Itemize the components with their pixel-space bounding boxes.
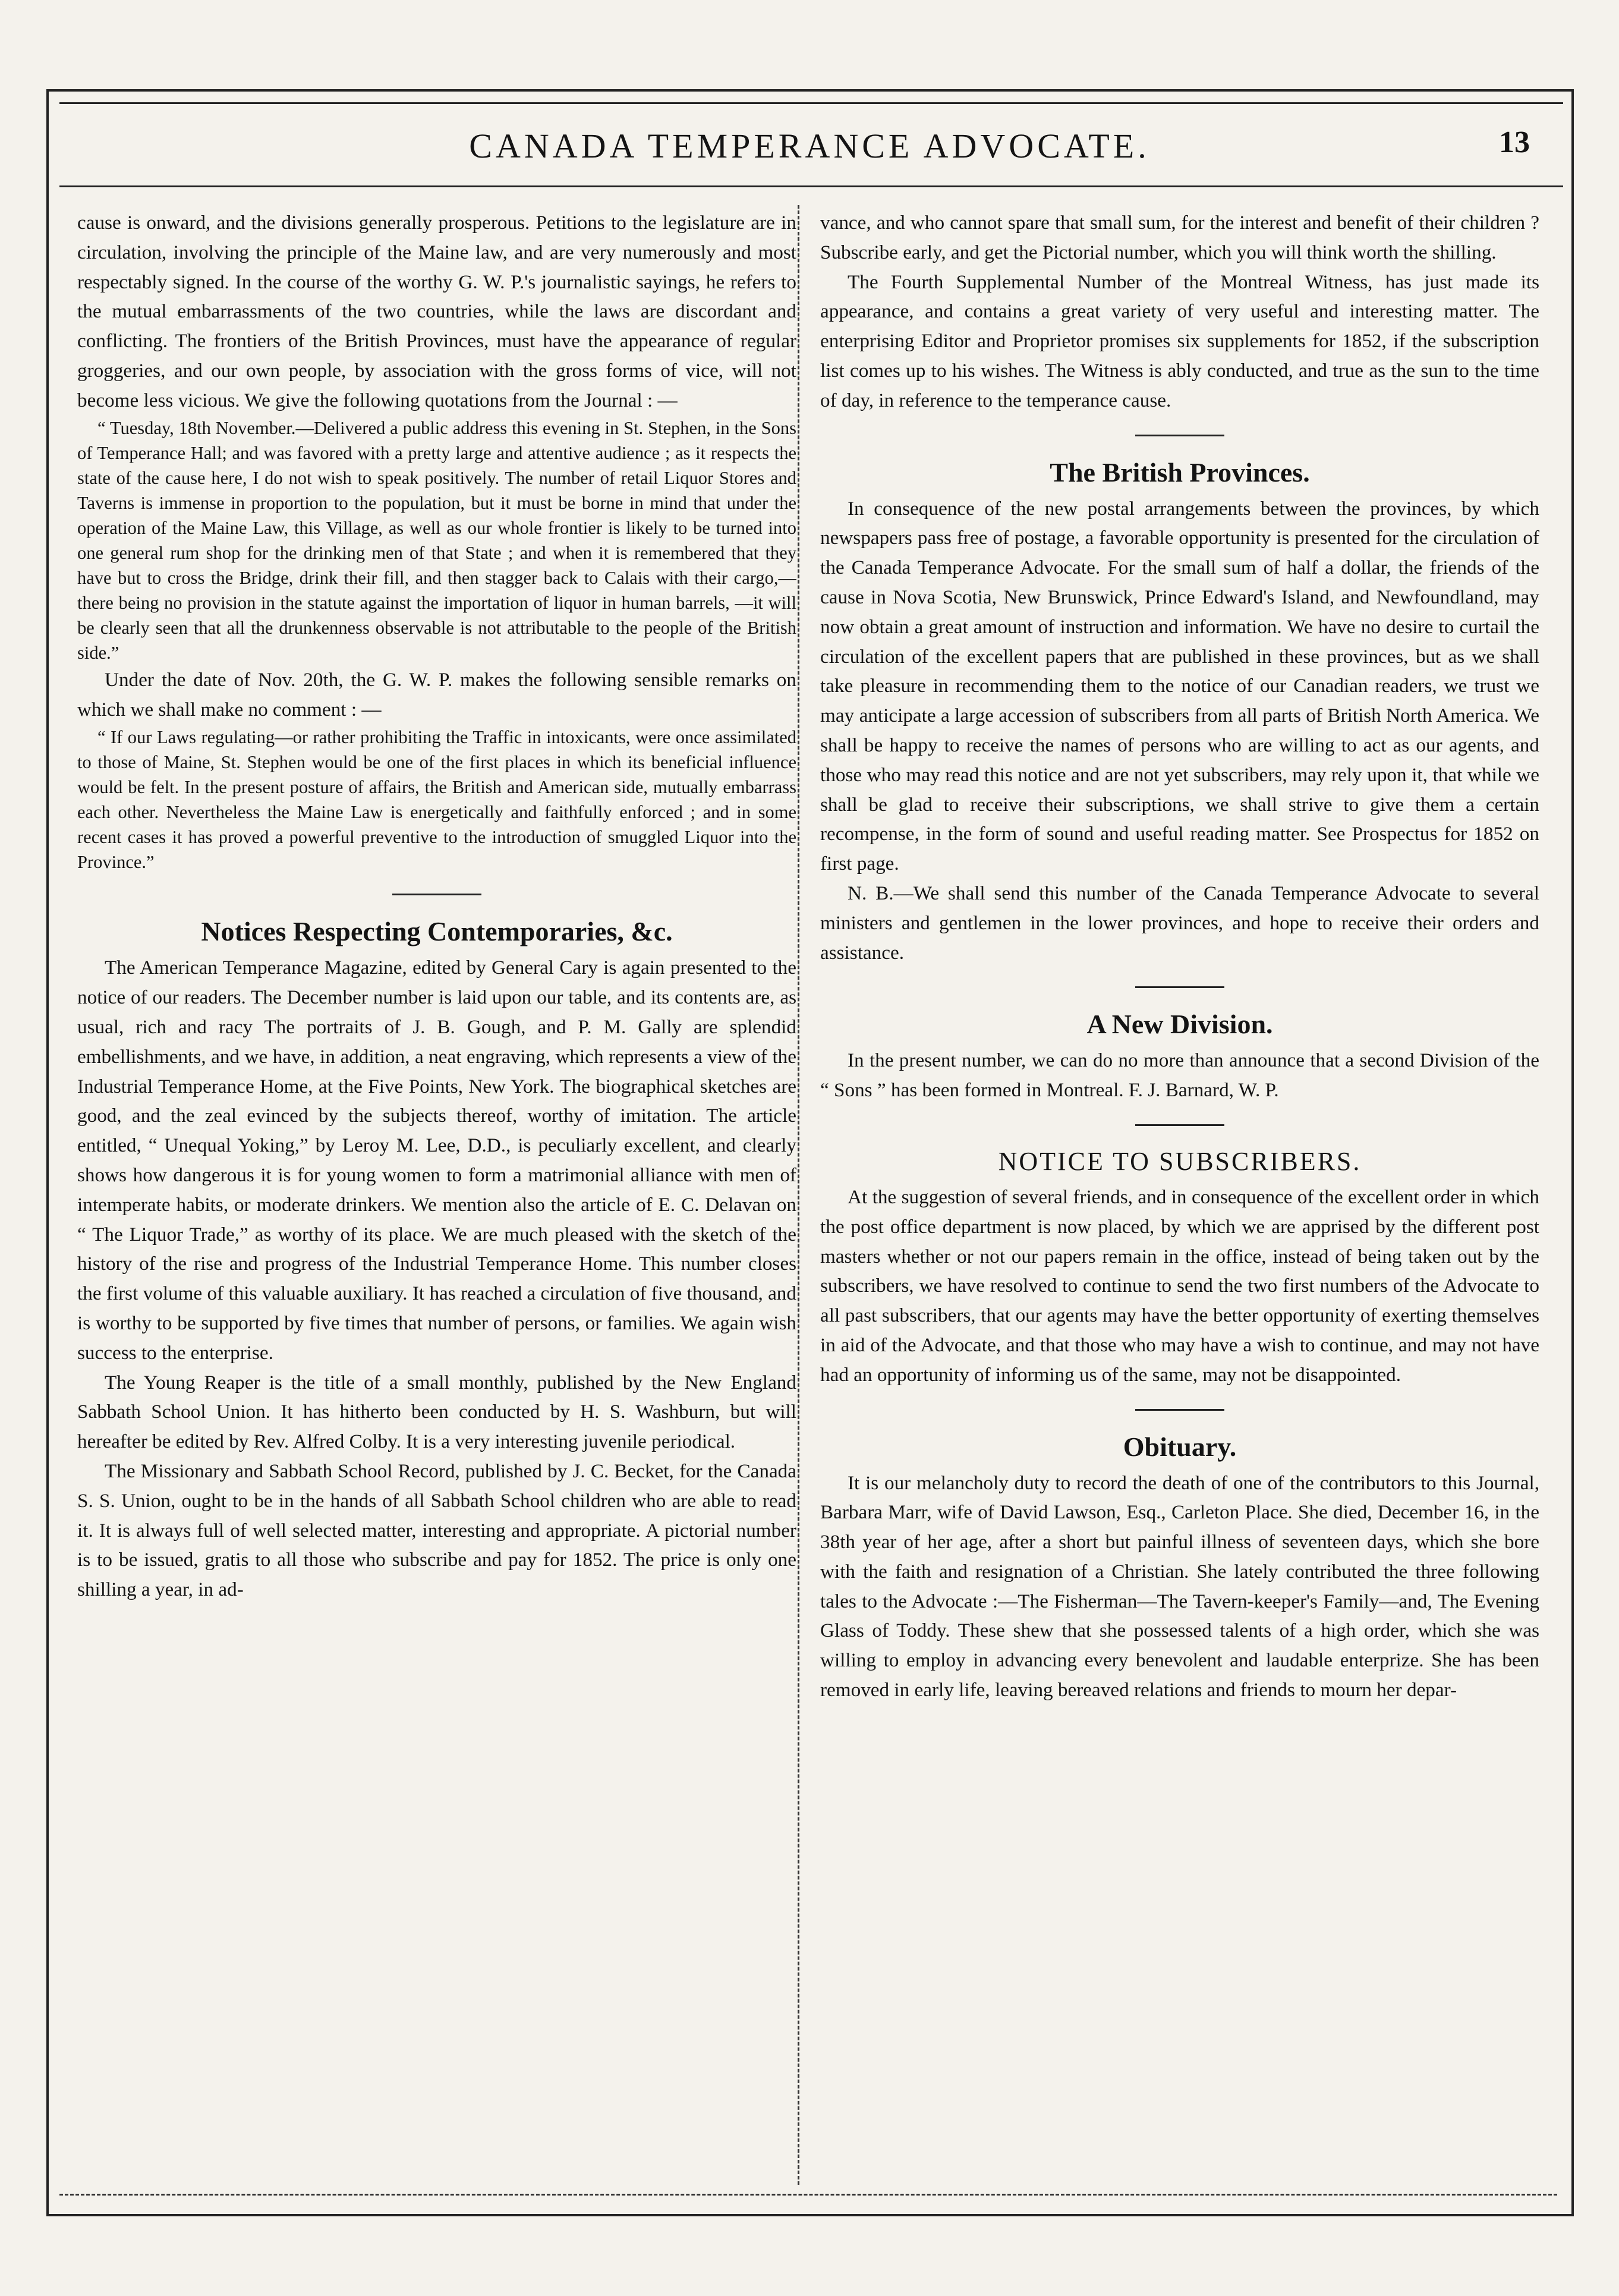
notices-paragraph-2: The Young Reaper is the title of a small monthly, published by the New England Sabbath School Union. It has hitherto been conducted by H. S. Washburn, but will hereafter be edited by Rev. Alfred Colby. It is a very interesting juvenile periodical. bbox=[77, 1371, 796, 1453]
page-title: CANADA TEMPERANCE ADVOCATE. bbox=[469, 127, 1150, 165]
left-column bbox=[77, 208, 796, 2182]
notices-paragraph-3: The Missionary and Sabbath School Record, published by J. C. Becket, for the Canada S. S. Union, ought to be in the hands of all Sabbath School children who are able to read it. It is always full of well selected matter, interesting and appropriate. A pictorial number is to be issued, gratis to all those who subscribe and pay for 1852. The price is only one shilling a year, in ad- bbox=[77, 1460, 796, 1601]
section-separator bbox=[1135, 1409, 1224, 1411]
journal-quote-1: “ Tuesday, 18th November.—Delivered a public address this evening in St. Stephen, in the Sons of Temperance Hall; and was favored with a pretty large and attentive audience ; as it respects the state of the cause here, I do not wish to speak positively. The number of retail Liquor Stores and Taverns is immense in proportion to the population, but it must be borne in mind that under the operation of the Maine Law, this Village, as well as our whole frontier is likely to be turned into one general rum shop for the drinking men of that State ; and when it is remembered that they have but to cross the Bridge, drink their fill, and then stagger back to Calais with their cargo,—there being no provision in the statute against the importation of liquor in human barrels, —it will be clearly seen that all the drunkenness observable is not attributable to the people of the British side.” bbox=[77, 417, 796, 663]
section-separator bbox=[1135, 1124, 1224, 1126]
new-division-heading: A New Division. bbox=[1086, 1009, 1273, 1040]
british-provinces-heading: The British Provinces. bbox=[1050, 457, 1310, 487]
section-separator bbox=[1135, 986, 1224, 988]
notices-heading: Notices Respecting Contemporaries, &c. bbox=[201, 916, 673, 947]
section-separator bbox=[1135, 435, 1224, 436]
witness-paragraph: The Fourth Supplemental Number of the Montreal Witness, has just made its appearance, and contains a great variety of very useful and interesting matter. The enterprising Editor and Proprietor promises six supplements for 1852, if the subscription list comes up to his wishes. The Witness is ably conducted, and true as the sun to the time of day, in reference to the temperance cause. bbox=[820, 271, 1539, 411]
header-rule-top bbox=[59, 102, 1563, 104]
journal-quote-2: “ If our Laws regulating—or rather prohibiting the Traffic in intoxicants, were once assimilated to those of Maine, St. Stephen would be one of the first places in which its beneficial influence would be felt. In the present posture of affairs, the British and American side, mutually embarrass each other. Nevertheless the Maine Law is energetically and faithfully enforced ; and in some recent cases it has proved a powerful preventive to the introduction of smuggled Liquor into the Province.” bbox=[77, 726, 796, 873]
bridge-paragraph: Under the date of Nov. 20th, the G. W. P. makes the following sensible remarks on which we shall make no comment : — bbox=[77, 669, 796, 721]
header-rule-bottom bbox=[59, 185, 1563, 187]
page-number: 13 bbox=[1499, 125, 1530, 159]
new-division-paragraph: In the present number, we can do no more than announce that a second Division of the “ Sons ” has been formed in Montreal. F. J. Barnard, W. P. bbox=[820, 1049, 1539, 1102]
obituary-heading: Obituary. bbox=[1123, 1431, 1237, 1462]
british-provinces-paragraph-1: In consequence of the new postal arrangements between the provinces, by which newspapers pass free of postage, a favorable opportunity is presented for the circulation of the Canada Temperance Advocate. For the small sum of half a dollar, the friends of the cause in Nova Scotia, New Brunswick, Prince Edward's Island, and Newfoundland, may now obtain a great amount of instruction and information. We have no desire to curtail the circulation of the excellent papers that are published in these provinces, but as we shall take pleasure in recommending them to the notice of our Canadian readers, we trust we may anticipate a large accession of subscribers from all parts of British North America. We shall be happy to receive the names of persons who are willing to act as our agents, and those who may read this notice and are not yet subscribers, may rely upon it, that while we shall be glad to receive their subscriptions, we shall strive to give them a certain recompense, in the form of sound and useful reading matter. See Prospectus for 1852 on first page. bbox=[820, 497, 1539, 875]
notice-subscribers-heading: NOTICE TO SUBSCRIBERS. bbox=[998, 1146, 1362, 1176]
section-separator bbox=[392, 894, 481, 895]
notice-subscribers-paragraph: At the suggestion of several friends, and in consequence of the excellent order in which the post office department is now placed, by which we are apprised by the different post masters whether or not our papers remain in the office, instead of being taken out by the subscribers, we have resolved to continue to send the two first numbers of the Advocate to all past subscribers, that our agents may have the better opportunity of exerting themselves in aid of the Advocate, and that those who may have a wish to continue, and may not have had an opportunity of informing us of the same, may not be disappointed. bbox=[820, 1185, 1539, 1386]
british-provinces-paragraph-2: N. B.—We shall send this number of the Canada Temperance Advocate to several ministers and gentlemen in the lower provinces, and hope to receive their orders and assistance. bbox=[820, 882, 1539, 964]
column-divider bbox=[798, 205, 799, 2185]
bottom-rule bbox=[59, 2194, 1557, 2196]
intro-paragraph: cause is onward, and the divisions generally prosperous. Petitions to the legislature are in circulation, involving the principle of the Maine law, and are very numerously and most respectably signed. In the course of the worthy G. W. P.'s journalistic sayings, he refers to the mutual embarrassments of the two countries, while the laws are discordant and conflicting. The frontiers of the British Provinces, must have the appearance of regular groggeries, and our own people, by association with the gross forms of vice, will not become less vicious. We give the following quotations from the Journal : — bbox=[77, 212, 796, 411]
notices-paragraph-1: The American Temperance Magazine, edited by General Cary is again presented to the notice of our readers. The December number is laid upon our table, and its contents are, as usual, rich and racy The portraits of J. B. Gough, and P. M. Gally are splendid embellishments, and we have, in addition, a neat engraving, which represents a view of the Industrial Temperance Home, at the Five Points, New York. The biographical sketches are good, and the zeal evinced by the subjects thereof, worthy of imitation. The article entitled, “ Unequal Yoking,” by Leroy M. Lee, D.D., is peculiarly excellent, and clearly shows how dangerous it is for young women to form a matrimonial alliance with men of intemperate habits, or moderate drinkers. We mention also the article of E. C. Delavan on “ The Liquor Trade,” as worthy of its place. We are much pleased with the sketch of the history of the rise and progress of the Industrial Temperance Home. This number closes the first volume of this valuable auxiliary. It has reached a circulation of five thousand, and is worthy to be supported by five times that number of persons, or families. We again wish success to the enterprise. bbox=[77, 957, 796, 1364]
continuation-paragraph: vance, and who cannot spare that small sum, for the interest and benefit of their children ? Subscribe early, and get the Pictorial number, which you will think worth the shilling. bbox=[820, 212, 1539, 263]
obituary-paragraph: It is our melancholy duty to record the death of one of the contributors to this Journal, Barbara Marr, wife of David Lawson, Esq., Carleton Place. She died, December 16, in the 38th year of her age, after a short but painful illness of seventeen days, which she bore with the faith and resignation of a Christian. She lately contributed the three following tales to the Advocate :—The Fisherman—The Tavern-keeper's Family—and, The Evening Glass of Toddy. These shew that she possessed talents of a high order, which she was willing to employ in advancing every benevolent and laudable enterprize. She has been removed in early life, leaving bereaved relations and friends to mourn her depar- bbox=[820, 1471, 1539, 1701]
right-column bbox=[820, 208, 1539, 2182]
